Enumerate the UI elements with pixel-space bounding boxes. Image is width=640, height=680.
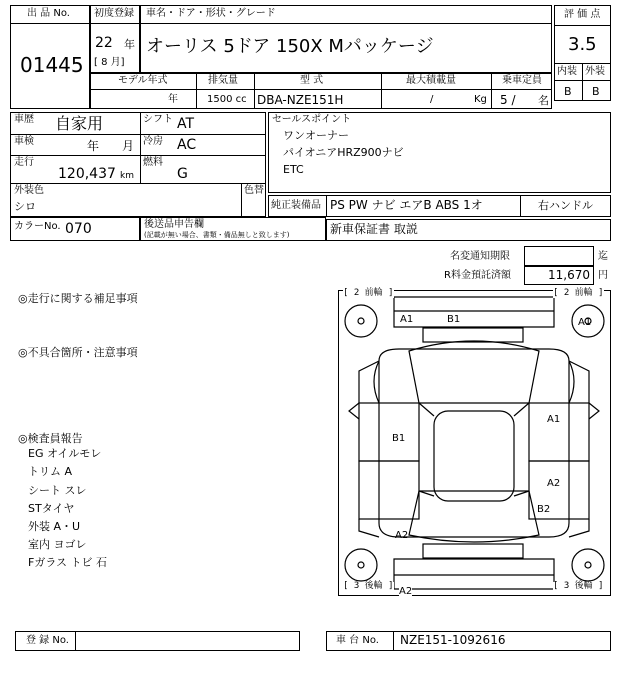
post-report-note: (記載が無い場合、書類・備品無しと致します) xyxy=(144,231,290,239)
score-value: 3.5 xyxy=(568,34,597,55)
steering-value: 右ハンドル xyxy=(538,199,593,212)
right-front-door xyxy=(529,403,589,461)
mileage-value: 120,437 xyxy=(58,166,116,182)
exterior-grade-label: 外装 xyxy=(585,66,605,77)
exterior-color-label: 外装色 xyxy=(14,185,44,196)
model-year-value: 年 xyxy=(168,94,178,105)
tire-rear-left xyxy=(345,549,377,581)
roof-outline xyxy=(434,411,514,501)
damage-mark: A1 xyxy=(578,317,592,328)
sales-point-line: パイオニアHRZ900ナビ xyxy=(283,146,404,159)
damage-mark: A2 xyxy=(399,586,413,597)
car-diagram xyxy=(338,290,611,596)
fuel-label: 燃料 xyxy=(143,157,163,168)
chassis-number-label: 車 台 No. xyxy=(336,635,379,646)
lot-number-label: 出 品 No. xyxy=(27,8,70,19)
color-number-label: カラーNo. xyxy=(14,221,61,232)
right-front-fender xyxy=(569,361,589,403)
sales-point-label: セールスポイント xyxy=(272,114,352,125)
inspector-report-line: STタイヤ xyxy=(28,502,75,515)
color-number-value: 070 xyxy=(65,221,92,237)
max-load-unit: Kg xyxy=(474,94,487,105)
shift-label: シフト xyxy=(143,114,173,125)
left-front-door xyxy=(359,403,419,461)
recycle-value: 11,670 xyxy=(548,268,590,282)
equipment-label: 純正装備品 xyxy=(271,200,321,211)
chassis-number-value: NZE151-1092616 xyxy=(400,633,506,647)
max-load-label: 最大積載量 xyxy=(406,75,456,86)
aircon-label: 冷房 xyxy=(143,136,163,147)
tire-rear-right xyxy=(572,549,604,581)
mileage-label: 走行 xyxy=(14,157,34,168)
model-year-label: モデル年式 xyxy=(118,75,168,86)
interior-grade-value: B xyxy=(564,85,572,98)
max-load-value: / xyxy=(430,94,434,105)
right-mirror xyxy=(589,403,599,419)
shift-value: AT xyxy=(177,116,195,132)
driving-notes-label: ◎走行に関する補足事項 xyxy=(18,292,138,305)
first-registration-year: 22 xyxy=(95,35,113,51)
hood-outline xyxy=(409,341,539,403)
capacity-unit: 名 xyxy=(538,94,549,107)
left-front-fender xyxy=(359,361,379,403)
damage-mark: A2 xyxy=(395,530,409,541)
registration-number-label: 登 録 No. xyxy=(26,635,69,646)
inspector-report-line: 外装 A・U xyxy=(28,520,81,533)
first-registration-month: [ 8 月] xyxy=(94,57,125,68)
recycle-label: R料金預託済額 xyxy=(444,270,511,281)
sales-point-line: ワンオーナー xyxy=(283,129,349,142)
history-value: 自家用 xyxy=(55,114,104,133)
displacement-label: 排気量 xyxy=(208,75,238,86)
lot-number: 01445 xyxy=(20,53,84,77)
name-change-box xyxy=(524,246,594,266)
defects-notes-label: ◎不具合箇所・注意事項 xyxy=(18,346,138,359)
history-label: 車歴 xyxy=(14,114,34,125)
inspection-year: 年 xyxy=(87,139,100,153)
inspector-report-line: EG オイルモレ xyxy=(28,447,102,460)
front-bumper-outline xyxy=(394,297,554,327)
equipment-value: PS PW ナビ エアB ABS 1オ xyxy=(330,198,483,212)
name-change-label: 名変通知期限 xyxy=(450,251,510,262)
tire-front-left-label: [ 2 前輪 ] xyxy=(343,288,394,298)
fuel-value: G xyxy=(177,166,188,182)
inspector-report-line: トリム A xyxy=(28,465,73,478)
recycle-unit: 円 xyxy=(598,270,608,281)
damage-mark: A2 xyxy=(547,478,561,489)
sales-point-line: ETC xyxy=(283,163,304,176)
post-report-label: 後送品申告欄 xyxy=(144,219,204,230)
car-name-label: 車名・ドア・形状・グレード xyxy=(146,8,276,19)
tire-rear-right-label: [ 3 後輪 ] xyxy=(553,581,604,591)
damage-mark: A1 xyxy=(400,314,414,325)
type-value: DBA-NZE151H xyxy=(257,93,344,107)
inspector-report-line: Fガラス トビ 石 xyxy=(28,556,107,569)
exterior-grade-value: B xyxy=(592,85,600,98)
warranty-value: 新車保証書 取説 xyxy=(330,222,418,236)
capacity-value: 5 / xyxy=(500,93,516,107)
inspector-report-label: ◎検査員報告 xyxy=(18,432,83,445)
left-rear-fender xyxy=(359,519,379,537)
inspector-report-line: シート スレ xyxy=(28,484,87,497)
score-label: 評 価 点 xyxy=(564,9,601,20)
rear-bumper-outline xyxy=(394,559,554,589)
left-mirror xyxy=(349,403,359,419)
damage-mark: B1 xyxy=(447,314,461,325)
type-label: 型 式 xyxy=(300,75,324,86)
exterior-color-value: シロ xyxy=(14,200,36,213)
trunk-outline xyxy=(409,491,539,542)
damage-mark: B1 xyxy=(392,433,406,444)
damage-mark: A1 xyxy=(547,414,561,425)
displacement-value: 1500 cc xyxy=(207,94,247,105)
left-rear-door xyxy=(359,461,419,519)
first-registration-year-unit: 年 xyxy=(124,38,135,51)
mileage-unit: km xyxy=(120,171,134,181)
right-rear-fender xyxy=(569,519,589,537)
tire-front-right-label: [ 2 前輪 ] xyxy=(553,288,604,298)
tire-rear-left-label: [ 3 後輪 ] xyxy=(343,581,394,591)
aircon-value: AC xyxy=(177,137,197,153)
color-change-label: 色替 xyxy=(244,185,264,196)
first-registration-label: 初度登録 xyxy=(94,8,134,19)
inspection-month: 月 xyxy=(122,139,135,153)
inspector-report-line: 室内 ヨゴレ xyxy=(28,538,87,551)
name-change-unit: 迄 xyxy=(598,251,608,262)
inspection-label: 車検 xyxy=(14,136,34,147)
interior-grade-label: 内装 xyxy=(557,66,577,77)
vehicle-details-box xyxy=(10,112,266,217)
capacity-label: 乗車定員 xyxy=(502,75,542,86)
car-name: オーリス 5ドア 150X Mパッケージ xyxy=(146,36,434,57)
damage-mark: B2 xyxy=(537,504,551,515)
tire-front-left xyxy=(345,305,377,337)
